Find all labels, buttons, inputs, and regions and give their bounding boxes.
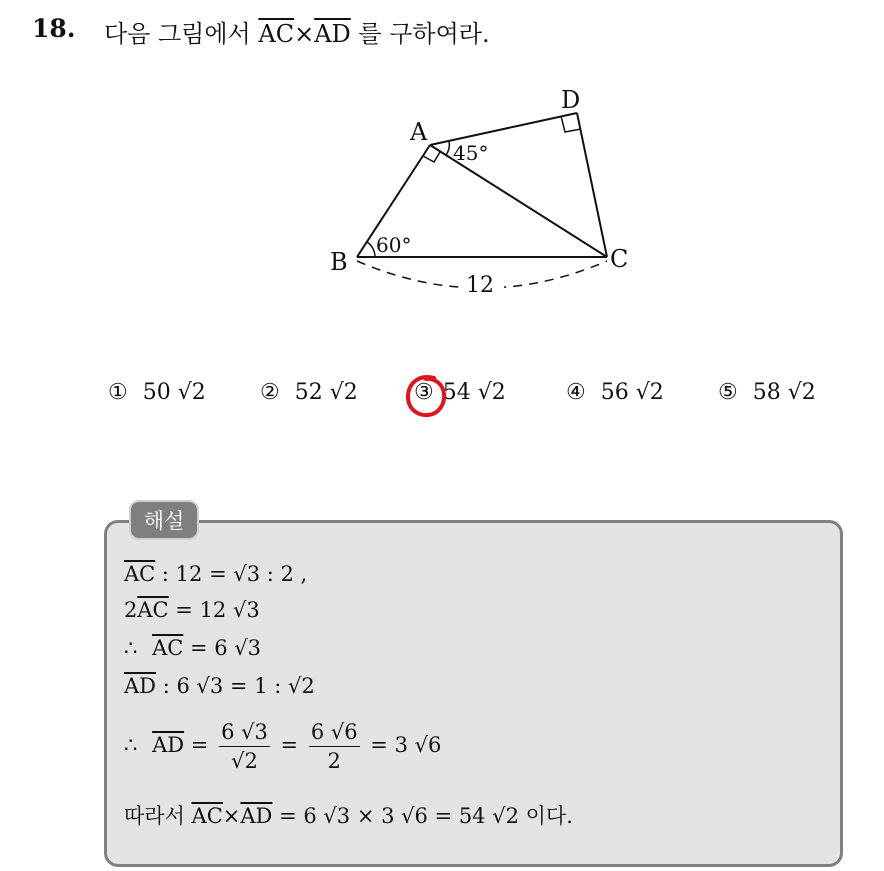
segment-ad: $\overline{AD}$ <box>240 804 273 828</box>
line-prefix: 2 <box>124 598 138 622</box>
question-text-after: 를 구하여라. <box>358 20 490 48</box>
solution-line-1 <box>124 562 307 586</box>
line-rest: = 12 √3 <box>175 598 260 622</box>
solution-line-3 <box>124 636 261 660</box>
angle-arc-b <box>367 242 375 257</box>
choice-mark: ② <box>260 380 280 405</box>
vertex-label-c: C <box>610 245 629 273</box>
line-rest: : 12 = √3 : 2 , <box>161 562 308 586</box>
therefore-symbol: ∴ <box>124 636 138 660</box>
choice-mark: ④ <box>566 380 586 405</box>
choice-mark: ③ <box>414 380 434 405</box>
equals-symbol: = <box>190 733 209 757</box>
fraction-numerator: 6 √3 <box>219 718 270 747</box>
segment-ac: $\overline{AC}$ <box>191 804 223 828</box>
geometry-figure <box>300 80 660 310</box>
length-label-bc: 12 <box>466 273 494 298</box>
line-rest: = 3 √6 <box>370 733 442 757</box>
choice-mark: ⑤ <box>718 380 738 405</box>
angle-label-b: 60° <box>376 233 412 257</box>
segment-ac: $\overline{AC}$ <box>152 636 184 660</box>
line-prefix: 따라서 <box>124 804 185 828</box>
angle-label-a: 45° <box>453 141 489 165</box>
solution-tag: 해설 <box>129 500 199 540</box>
vertex-label-d: D <box>561 86 581 114</box>
solution-line-4 <box>124 674 315 698</box>
line-rest: = 6 √3 × 3 √6 = 54 √2 이다. <box>279 804 573 828</box>
choice-value: 52 √2 <box>294 380 358 405</box>
answer-choices <box>108 380 828 424</box>
segment-ad: $\overline{AD}$ <box>152 733 185 757</box>
choice-value: 54 √2 <box>442 380 506 405</box>
choice-4[interactable] <box>566 380 664 405</box>
choice-value: 50 √2 <box>142 380 206 405</box>
question-text-before: 다음 그림에서 <box>104 20 251 48</box>
segment-ad: $\overline{AD}$ <box>124 674 157 698</box>
choice-value: 58 √2 <box>752 380 816 405</box>
edge-dc <box>577 113 607 257</box>
choice-mark: ① <box>108 380 128 405</box>
equals-symbol: = <box>280 733 299 757</box>
line-rest: = 6 √3 <box>189 636 262 660</box>
angle-arc-a <box>446 141 449 155</box>
solution-line-6 <box>124 800 573 830</box>
vertex-label-b: B <box>330 248 348 276</box>
line-rest: : 6 √3 = 1 : √2 <box>162 674 315 698</box>
segment-ac: $\overline{AC}$ <box>137 598 169 622</box>
segment-ac: $\overline{AC}$ <box>124 562 156 586</box>
choice-value: 56 √2 <box>600 380 664 405</box>
times-symbol: × <box>294 20 315 48</box>
fraction-2 <box>309 718 360 775</box>
times-symbol: × <box>222 804 241 828</box>
answer-circle-icon <box>404 372 448 420</box>
choice-5[interactable] <box>718 380 816 405</box>
segment-ad: $\overline{AD}$ <box>314 20 351 48</box>
fraction-1 <box>219 718 270 775</box>
choice-2[interactable] <box>260 380 358 405</box>
fraction-denominator: 2 <box>327 749 341 773</box>
solution-line-2 <box>124 598 260 622</box>
therefore-symbol: ∴ <box>124 733 138 757</box>
choice-1[interactable] <box>108 380 206 405</box>
solution-line-5 <box>124 718 441 775</box>
question-text <box>104 14 490 49</box>
fraction-numerator: 6 √6 <box>309 718 360 747</box>
segment-ac: $\overline{AC}$ <box>258 20 295 48</box>
question-number: 18. <box>32 14 76 43</box>
vertex-label-a: A <box>410 118 428 146</box>
fraction-denominator: √2 <box>231 749 258 773</box>
